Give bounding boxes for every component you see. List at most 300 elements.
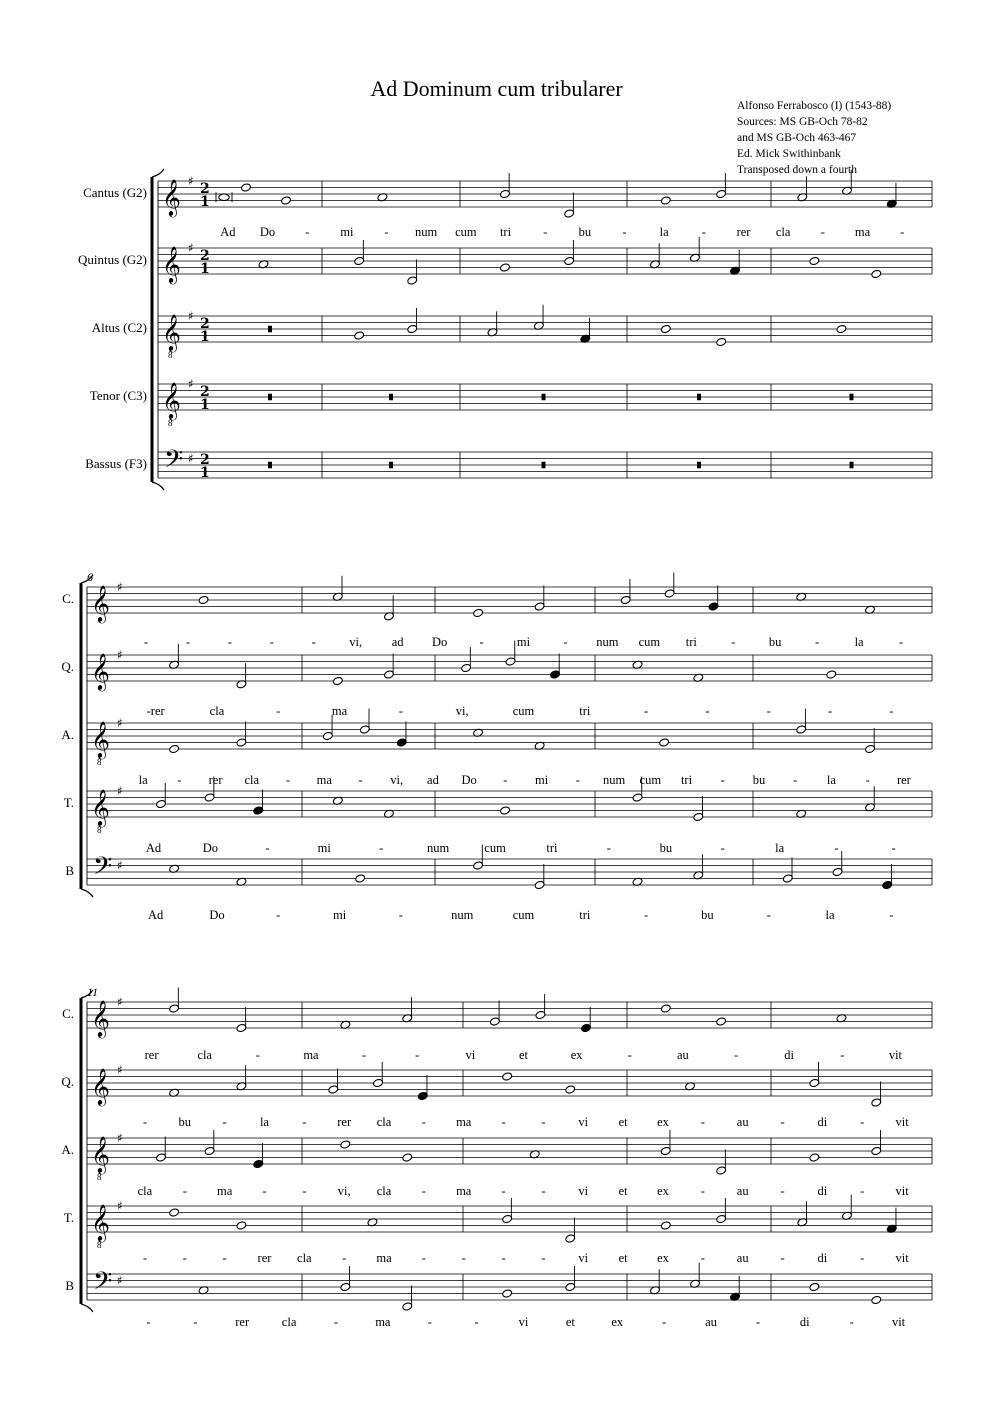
lyric-syllable: - <box>222 1115 227 1129</box>
part-name-1: Q. <box>61 659 74 674</box>
octave-eight-mark: 8 <box>168 418 173 428</box>
lyric-syllable: ma <box>456 1184 472 1198</box>
lyric-syllable: - <box>733 1048 739 1062</box>
lyric-syllable: rer <box>144 1048 159 1062</box>
notehead <box>340 1140 351 1149</box>
lyric-syllable: vi, <box>390 773 404 787</box>
lyric-syllable: vi <box>465 1048 476 1062</box>
part-name-0: C. <box>62 1006 74 1021</box>
lyric-syllable: - <box>379 841 384 855</box>
lyric-syllable: vit <box>895 1251 909 1265</box>
lyric-syllable: - <box>780 1184 785 1198</box>
lyric-syllable: au <box>705 1315 717 1329</box>
lyric-syllable: au <box>736 1115 749 1129</box>
notehead <box>659 738 670 747</box>
lyric-syllable: - <box>503 773 508 787</box>
notehead <box>809 256 820 265</box>
lyric-syllable: cum <box>512 704 535 718</box>
notehead <box>502 1072 513 1081</box>
lyric-syllable: Do <box>209 908 225 922</box>
piece-title: Ad Dominum cum tribularer <box>370 76 623 101</box>
breve-rest <box>542 394 546 401</box>
lyric-syllable: bu <box>659 841 673 855</box>
sharp-icon: ♯ <box>188 241 194 255</box>
lyric-syllable: - <box>222 1251 227 1265</box>
breve-rest <box>850 394 854 401</box>
lyric-syllable: tri <box>546 841 558 855</box>
lyric-syllable: cla <box>137 1184 153 1198</box>
lyric-syllable: - <box>177 773 182 787</box>
sources-line-2: and MS GB-Och 463-467 <box>737 132 857 144</box>
lyric-syllable: ex <box>611 1315 624 1329</box>
time-signature-bottom: 1 <box>200 261 210 277</box>
notehead <box>402 1153 413 1162</box>
notehead <box>500 263 511 272</box>
part-name-3: T. <box>63 1210 74 1225</box>
lyric-syllable: - <box>333 1315 339 1329</box>
lyric-syllable: mi <box>317 841 331 855</box>
lyric-syllable: - <box>182 1184 187 1198</box>
lyric-syllable: - <box>891 841 896 855</box>
lyric-syllable: - <box>461 1251 466 1265</box>
lyric-syllable: - <box>269 635 274 649</box>
sharp-icon: ♯ <box>117 716 123 730</box>
lyric-syllable: vi <box>578 1251 589 1265</box>
part-name-4: B <box>65 1278 74 1293</box>
lyric-syllable: bu <box>701 908 714 922</box>
bracket-hook <box>152 169 164 177</box>
lyric-syllable: mi <box>332 908 347 922</box>
notehead <box>198 595 209 604</box>
lyric-syllable: - <box>889 908 894 922</box>
lyric-syllable: di <box>817 1184 828 1198</box>
treble-clef-icon: 𝄞 <box>91 1135 110 1173</box>
lyric-syllable: di <box>817 1251 828 1265</box>
notehead <box>836 324 847 333</box>
lyric-syllable: - <box>780 1251 785 1265</box>
notehead <box>809 1153 820 1162</box>
lyric-syllable: cum <box>638 635 661 649</box>
lyric-syllable: - <box>398 704 403 718</box>
time-signature-bottom: 1 <box>200 329 210 345</box>
lyric-syllable: vi <box>578 1115 589 1129</box>
lyric-syllable: et <box>618 1115 628 1129</box>
lyric-syllable: la <box>826 773 836 787</box>
lyric-syllable: au <box>676 1048 689 1062</box>
notehead <box>354 331 365 340</box>
lyric-syllable: - <box>302 1184 307 1198</box>
notehead <box>500 806 511 815</box>
lyric-syllable: vit <box>888 1048 903 1062</box>
lyric-syllable: cla <box>244 773 260 787</box>
lyric-syllable: rer <box>736 225 751 239</box>
lyric-syllable: - <box>262 1184 267 1198</box>
bracket-hook <box>81 889 93 897</box>
lyric-syllable: tri <box>685 635 697 649</box>
notehead <box>660 196 671 205</box>
lyric-syllable: cla <box>376 1184 392 1198</box>
lyric-syllable: ex <box>657 1251 669 1265</box>
breve-rest <box>389 394 393 401</box>
notehead <box>809 1282 820 1291</box>
lyric-syllable: rer <box>896 773 911 787</box>
lyric-syllable: cum <box>455 225 477 239</box>
lyric-syllable: cla <box>209 704 225 718</box>
octave-eight-mark: 8 <box>97 1240 102 1250</box>
lyric-syllable: ex <box>657 1115 669 1129</box>
lyric-syllable: rer <box>337 1115 352 1129</box>
breve-rest <box>697 394 701 401</box>
lyric-syllable: ma <box>854 225 871 239</box>
lyric-syllable: - <box>865 773 870 787</box>
treble-clef-icon: 𝄞 <box>162 381 181 419</box>
bass-clef-icon: 𝄢 <box>93 1267 113 1302</box>
time-signature-bottom: 1 <box>200 397 210 413</box>
time-signature-top: 2 <box>200 316 210 332</box>
measure-number: 6 <box>87 570 93 584</box>
lyric-syllable: ma <box>456 1115 472 1129</box>
lyric-syllable: di <box>784 1048 795 1062</box>
bass-clef-icon: 𝄢 <box>164 445 184 480</box>
lyric-syllable: cum <box>484 841 506 855</box>
measure-number: 11 <box>87 985 99 999</box>
notehead <box>871 269 882 278</box>
lyric-syllable: Do <box>202 841 219 855</box>
sharp-icon: ♯ <box>188 174 194 188</box>
time-signature-bottom: 1 <box>200 194 210 210</box>
lyric-syllable: cla <box>376 1115 392 1129</box>
lyric-syllable: - <box>700 1115 705 1129</box>
lyric-syllable: et <box>565 1315 575 1329</box>
lyric-syllable: ma <box>375 1315 391 1329</box>
lyric-syllable: - <box>276 908 281 922</box>
part-name-4: B <box>65 863 74 878</box>
notehead <box>565 1085 576 1094</box>
lyric-syllable: - <box>342 1251 347 1265</box>
breve-rest <box>697 462 701 469</box>
sharp-icon: ♯ <box>117 580 123 594</box>
lyric-syllable: - <box>834 841 839 855</box>
transposition-note: Transposed down a fourth <box>737 164 857 176</box>
lyric-syllable: rer <box>235 1315 250 1329</box>
part-name-0: Cantus (G2) <box>83 185 147 200</box>
part-name-0: C. <box>62 591 74 606</box>
lyric-syllable: - <box>575 773 580 787</box>
part-name-1: Quintus (G2) <box>78 252 147 267</box>
lyric-syllable: bu <box>752 773 766 787</box>
lyric-syllable: tri <box>579 908 591 922</box>
sharp-icon: ♯ <box>117 648 123 662</box>
sharp-icon: ♯ <box>188 309 194 323</box>
part-name-4: Bassus (F3) <box>85 456 147 471</box>
sharp-icon: ♯ <box>117 995 123 1009</box>
lyric-syllable: num <box>415 225 438 239</box>
lyric-syllable: - <box>193 1315 198 1329</box>
notehead <box>241 183 252 192</box>
breve-rest <box>389 462 393 469</box>
treble-clef-icon: 𝄞 <box>91 999 110 1037</box>
notehead <box>169 744 180 753</box>
time-signature-top: 2 <box>200 181 210 197</box>
lyric-syllable: vi, <box>349 635 363 649</box>
lyric-syllable: ma <box>376 1251 392 1265</box>
part-name-1: Q. <box>61 1074 74 1089</box>
lyric-syllable: ma <box>316 773 332 787</box>
lyric-syllable: num <box>426 841 450 855</box>
lyric-syllable: - <box>700 1251 705 1265</box>
octave-eight-mark: 8 <box>168 350 173 360</box>
notehead <box>660 324 671 333</box>
bracket-hook <box>152 482 164 490</box>
lyric-syllable: - <box>860 1184 865 1198</box>
lyric-syllable: tri <box>680 773 693 787</box>
bass-clef-icon: 𝄢 <box>93 852 113 887</box>
lyric-syllable: et <box>518 1048 529 1062</box>
lyric-syllable: - <box>766 908 771 922</box>
lyric-syllable: Ad <box>145 841 162 855</box>
lyric-syllable: bu <box>578 225 592 239</box>
notehead <box>660 1221 671 1230</box>
lyric-syllable: - <box>889 704 894 718</box>
treble-clef-icon: 𝄞 <box>91 720 110 758</box>
part-name-2: A. <box>61 1142 74 1157</box>
treble-clef-icon: 𝄞 <box>91 788 110 826</box>
lyric-syllable: tri <box>579 704 591 718</box>
lyric-syllable: tri <box>499 225 512 239</box>
lyric-syllable: ma <box>331 704 348 718</box>
lyric-syllable: - <box>421 1184 426 1198</box>
lyric-syllable: - <box>311 635 316 649</box>
lyric-syllable: - <box>142 1115 148 1129</box>
lyric-syllable: - <box>849 1315 854 1329</box>
sharp-icon: ♯ <box>188 451 194 466</box>
breve-rest <box>268 394 272 401</box>
lyric-syllable: cla <box>197 1048 212 1062</box>
lyric-syllable: - <box>563 635 568 649</box>
lyric-syllable: - <box>720 841 725 855</box>
lyric-syllable: di <box>799 1315 810 1329</box>
lyric-syllable: ma <box>303 1048 319 1062</box>
lyric-syllable: - <box>898 635 904 649</box>
lyric-syllable: - <box>766 704 771 718</box>
lyric-syllable: - <box>731 635 736 649</box>
breve-rest <box>850 462 854 469</box>
lyric-syllable: - <box>827 704 833 718</box>
lyric-syllable: Ad <box>148 908 164 922</box>
lyric-syllable: Do <box>259 225 276 239</box>
lyric-syllable: et <box>618 1251 628 1265</box>
lyric-syllable: - <box>302 1115 307 1129</box>
lyric-syllable: - <box>662 1315 667 1329</box>
lyric-syllable: - <box>755 1315 760 1329</box>
part-name-2: A. <box>61 727 74 742</box>
lyric-syllable: - <box>543 225 548 239</box>
lyric-syllable: mi <box>516 635 531 649</box>
octave-eight-mark: 8 <box>97 757 102 767</box>
time-signature-top: 2 <box>200 384 210 400</box>
lyric-syllable: di <box>817 1115 828 1129</box>
lyric-syllable: vit <box>891 1315 906 1329</box>
lyric-syllable: - <box>143 635 149 649</box>
time-signature-top: 2 <box>200 248 210 264</box>
lyric-syllable: - <box>146 1315 151 1329</box>
lyric-syllable: - <box>305 225 310 239</box>
lyric-syllable: ma <box>216 1184 233 1198</box>
notehead <box>169 1208 180 1217</box>
lyric-syllable: - <box>285 773 291 787</box>
lyric-syllable: - <box>479 635 484 649</box>
lyric-syllable: - <box>606 841 611 855</box>
treble-clef-icon: 𝄞 <box>162 178 181 216</box>
lyric-syllable: au <box>736 1251 749 1265</box>
lyric-syllable: vi <box>578 1184 589 1198</box>
notehead <box>473 608 484 617</box>
lyric-syllable: vi, <box>337 1184 351 1198</box>
lyric-syllable: - <box>900 225 905 239</box>
part-name-2: Altus (C2) <box>91 320 147 335</box>
lyric-syllable: - <box>700 1184 705 1198</box>
lyric-syllable: ex <box>570 1048 583 1062</box>
lyric-syllable: - <box>185 635 191 649</box>
lyric-syllable: la <box>775 841 785 855</box>
lyric-syllable: rer <box>208 773 223 787</box>
bracket-hook <box>81 1304 93 1312</box>
sharp-icon: ♯ <box>117 858 123 873</box>
lyric-syllable: Ad <box>220 225 236 239</box>
lyric-syllable: vit <box>895 1115 909 1129</box>
lyric-syllable: - <box>421 1115 426 1129</box>
breve-rest <box>268 462 272 469</box>
lyric-syllable: - <box>840 1048 845 1062</box>
lyric-syllable: cum <box>512 908 535 922</box>
treble-clef-icon: 𝄞 <box>91 652 110 690</box>
treble-clef-icon: 𝄞 <box>91 1203 110 1241</box>
lyric-syllable: bu <box>768 635 782 649</box>
lyric-syllable: Do <box>431 635 448 649</box>
lyric-syllable: num <box>596 635 619 649</box>
lyric-syllable: - <box>358 773 363 787</box>
lyric-syllable: - <box>501 1115 506 1129</box>
lyric-syllable: cla <box>297 1251 312 1265</box>
sharp-icon: ♯ <box>117 784 123 798</box>
octave-eight-mark: 8 <box>97 1172 102 1182</box>
notehead <box>236 1221 247 1230</box>
notehead <box>332 676 343 685</box>
breve-rest <box>542 462 546 469</box>
lyric-syllable: ad <box>391 635 404 649</box>
part-name-3: T. <box>63 795 74 810</box>
lyric-syllable: cla <box>281 1315 297 1329</box>
lyric-syllable: la <box>138 773 148 787</box>
lyric-syllable: - <box>362 1048 367 1062</box>
lyric-syllable: - <box>701 225 706 239</box>
notehead <box>716 1017 727 1026</box>
lyric-syllable: - <box>276 704 281 718</box>
octave-eight-mark: 8 <box>97 825 102 835</box>
treble-clef-icon: 𝄞 <box>162 313 181 351</box>
lyric-syllable: - <box>644 704 649 718</box>
lyric-syllable: - <box>255 1048 260 1062</box>
lyric-syllable: vit <box>895 1184 909 1198</box>
treble-clef-icon: 𝄞 <box>162 245 181 283</box>
time-signature-bottom: 1 <box>200 465 210 481</box>
lyric-syllable: - <box>644 908 649 922</box>
sharp-icon: ♯ <box>117 1063 123 1077</box>
lyric-syllable: vi <box>518 1315 529 1329</box>
lyric-syllable: la <box>854 635 864 649</box>
lyric-syllable: rer <box>257 1251 272 1265</box>
lyric-syllable: - <box>142 1251 148 1265</box>
notehead <box>871 1295 882 1304</box>
treble-clef-icon: 𝄞 <box>91 1067 110 1105</box>
sharp-icon: ♯ <box>117 1131 123 1145</box>
lyric-syllable: - <box>541 1251 546 1265</box>
sharp-icon: ♯ <box>117 1199 123 1213</box>
lyric-syllable: la <box>825 908 835 922</box>
lyric-syllable: - <box>780 1115 785 1129</box>
lyric-syllable: - <box>705 704 710 718</box>
lyric-syllable: et <box>618 1184 628 1198</box>
breve-notehead <box>219 194 229 201</box>
lyric-syllable: - <box>541 1115 546 1129</box>
lyric-syllable: - <box>501 1251 506 1265</box>
lyric-syllable: la <box>659 225 669 239</box>
lyric-syllable: - <box>541 1184 546 1198</box>
notehead <box>716 337 727 346</box>
time-signature-top: 2 <box>200 452 210 468</box>
lyric-syllable: - <box>815 635 820 649</box>
composer: Alfonso Ferrabosco (I) (1543-88) <box>737 100 892 112</box>
treble-clef-icon: 𝄞 <box>91 584 110 622</box>
lyric-syllable: - <box>793 773 798 787</box>
lyric-syllable: cla <box>775 225 791 239</box>
notehead <box>502 1289 513 1298</box>
sharp-icon: ♯ <box>188 377 194 391</box>
lyric-syllable: num <box>602 773 626 787</box>
lyric-syllable: - <box>860 1251 865 1265</box>
lyric-syllable: ex <box>657 1184 669 1198</box>
lyric-syllable: - <box>227 635 232 649</box>
lyric-syllable: au <box>736 1184 749 1198</box>
lyric-syllable: mi <box>535 773 549 787</box>
lyric-syllable: - <box>265 841 270 855</box>
lyric-syllable: vi, <box>455 704 469 718</box>
lyric-syllable: - <box>860 1115 865 1129</box>
notehead <box>355 874 366 883</box>
lyric-syllable: -rer <box>146 704 165 718</box>
lyric-syllable: - <box>182 1251 187 1265</box>
editor: Ed. Mick Swithinbank <box>737 148 841 160</box>
lyric-syllable: - <box>501 1184 506 1198</box>
notehead <box>826 670 837 679</box>
lyric-syllable: mi <box>340 225 354 239</box>
lyric-syllable: - <box>820 225 825 239</box>
lyric-syllable: - <box>384 225 389 239</box>
notehead <box>281 196 292 205</box>
lyric-syllable: - <box>398 908 403 922</box>
lyric-syllable: ad <box>427 773 439 787</box>
sources-line-1: Sources: MS GB-Och 78-82 <box>737 116 868 128</box>
lyric-syllable: - <box>415 1048 420 1062</box>
lyric-syllable: - <box>421 1251 426 1265</box>
lyric-syllable: cum <box>639 773 662 787</box>
lyric-syllable: - <box>474 1315 479 1329</box>
lyric-syllable: - <box>627 1048 632 1062</box>
lyric-syllable: num <box>451 908 474 922</box>
breve-rest <box>268 326 272 333</box>
lyric-syllable: - <box>720 773 725 787</box>
lyric-syllable: bu <box>178 1115 192 1129</box>
